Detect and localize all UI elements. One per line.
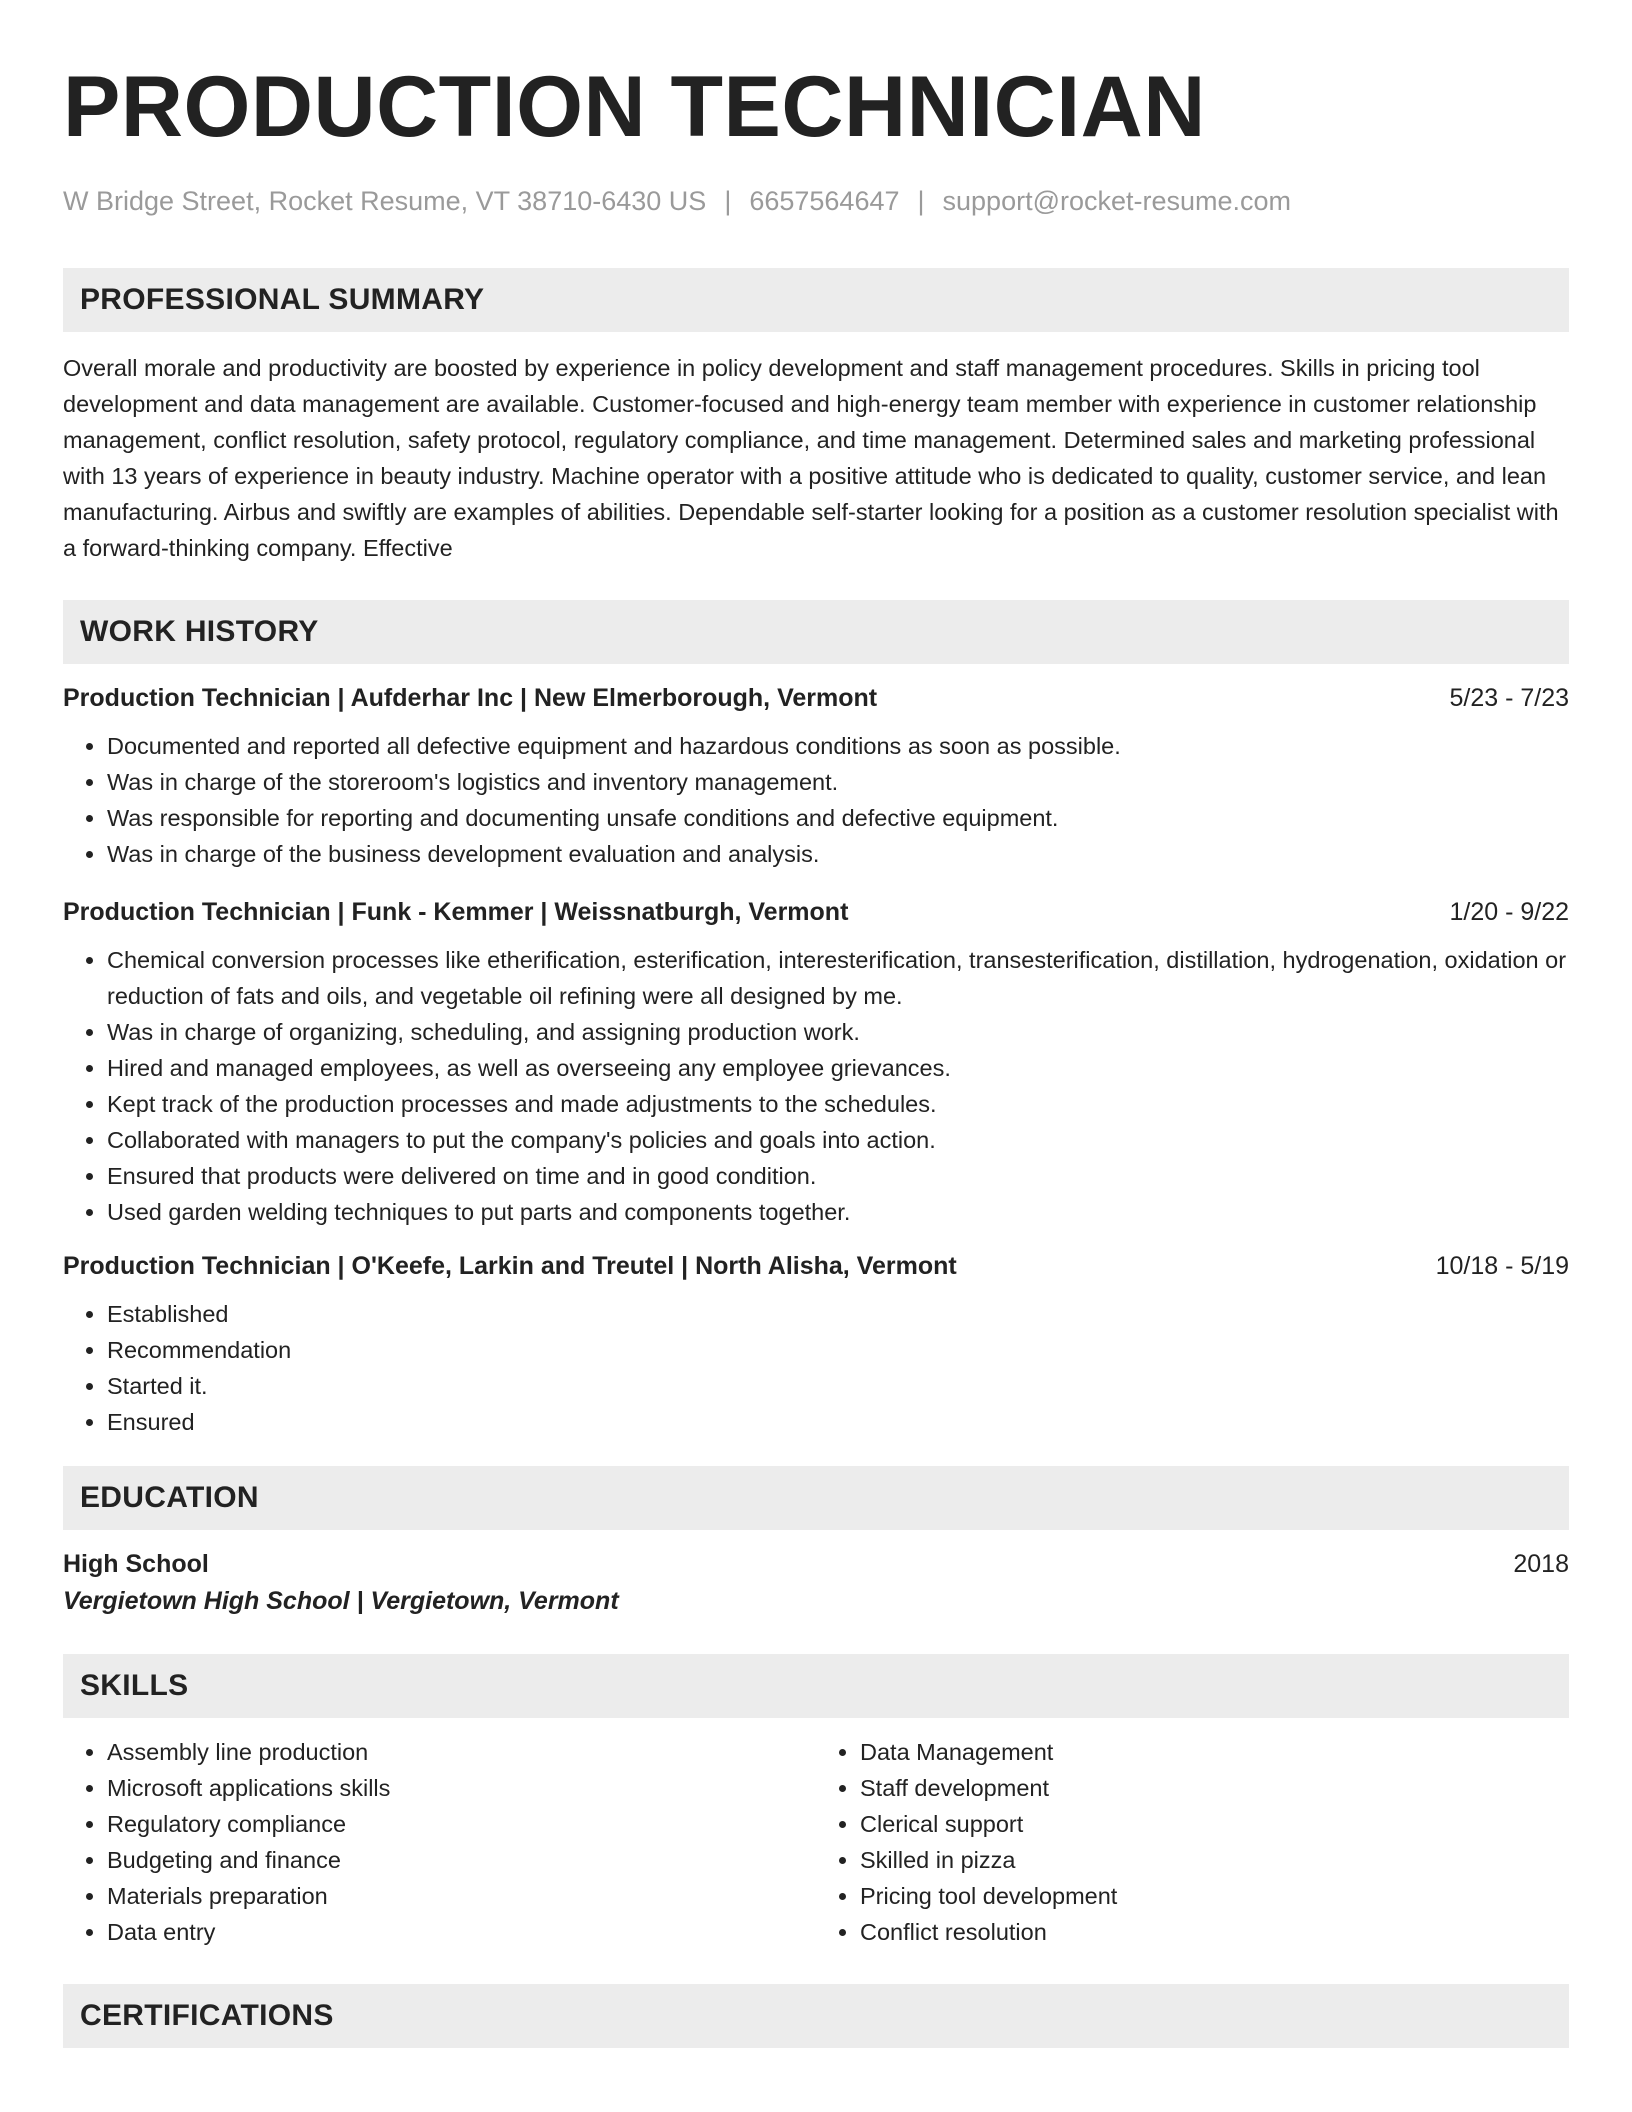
job-dates: 10/18 - 5/19	[1435, 1252, 1569, 1280]
job-entry	[63, 684, 1569, 872]
contact-line	[63, 186, 1569, 217]
job-entry	[63, 1252, 1569, 1440]
job-bullet: • Used garden welding techniques to put parts and components together.	[107, 1194, 1569, 1230]
skills-list-right	[816, 1734, 1569, 1950]
skill-item: • Microsoft applications skills	[107, 1770, 816, 1806]
job-bullet: • Collaborated with managers to put the company's policies and goals into action.	[107, 1122, 1569, 1158]
contact-address: W Bridge Street, Rocket Resume, VT 38710-6430 US	[63, 186, 707, 216]
job-bullet: • Was in charge of organizing, scheduling, and assigning production work.	[107, 1014, 1569, 1050]
certifications-heading: CERTIFICATIONS	[80, 1999, 334, 2032]
contact-email: support@rocket-resume.com	[942, 186, 1292, 216]
job-header	[63, 1252, 1569, 1281]
education-heading: EDUCATION	[80, 1481, 259, 1514]
job-bullets	[63, 728, 1569, 872]
skills-list-left	[63, 1734, 816, 1950]
job-dates: 1/20 - 9/22	[1449, 898, 1569, 926]
skills-columns	[63, 1734, 1569, 1950]
education-section-header	[63, 1466, 1569, 1530]
skill-item: • Skilled in pizza	[860, 1842, 1569, 1878]
job-bullet: • Ensured that products were delivered on time and in good condition.	[107, 1158, 1569, 1194]
job-title: Production Technician | Funk - Kemmer | Weissnatburgh, Vermont	[63, 898, 849, 926]
job-bullets	[63, 1296, 1569, 1440]
skill-item: • Data Management	[860, 1734, 1569, 1770]
job-title: Production Technician | O'Keefe, Larkin and Treutel | North Alisha, Vermont	[63, 1252, 957, 1280]
skill-item: • Data entry	[107, 1914, 816, 1950]
skill-item: • Materials preparation	[107, 1878, 816, 1914]
job-bullet: • Documented and reported all defective equipment and hazardous conditions as soon as possible.	[107, 728, 1569, 764]
job-bullet: • Was in charge of the storeroom's logistics and inventory management.	[107, 764, 1569, 800]
job-bullet: • Kept track of the production processes and made adjustments to the schedules.	[107, 1086, 1569, 1122]
job-entry	[63, 898, 1569, 1230]
job-bullet: • Recommendation	[107, 1332, 1569, 1368]
job-header	[63, 898, 1569, 927]
job-bullet: • Chemical conversion processes like etherification, esterification, interesterification, transesterification, distillation, hydrogenation, oxidation or reduction of fats and oils, and vegetable oil refining were all designed by me.	[107, 942, 1569, 1014]
job-bullet: • Was responsible for reporting and documenting unsafe conditions and defective equipment.	[107, 800, 1569, 836]
skill-item: • Clerical support	[860, 1806, 1569, 1842]
job-title: Production Technician | Aufderhar Inc | New Elmerborough, Vermont	[63, 684, 878, 712]
job-bullet: • Started it.	[107, 1368, 1569, 1404]
certifications-section-header	[63, 1984, 1569, 2048]
skill-item: • Assembly line production	[107, 1734, 816, 1770]
job-header	[63, 684, 1569, 713]
summary-text: Overall morale and productivity are boosted by experience in policy development and staff management procedures. Skills in pricing tool development and data management are available. Customer-focused and high-energy team member with experience in customer relationship management, conflict resolution, safety protocol, regulatory compliance, and time management. Determined sales and marketing professional with 13 years of experience in beauty industry. Machine operator with a positive attitude who is dedicated to quality, customer service, and lean manufacturing. Airbus and swiftly are examples of abilities. Dependable self-starter looking for a position as a customer resolution specialist with a forward-thinking company. Effective	[63, 355, 1559, 561]
education-year: 2018	[1513, 1550, 1569, 1578]
job-bullet: • Ensured	[107, 1404, 1569, 1440]
skill-item: • Pricing tool development	[860, 1878, 1569, 1914]
work-section-header	[63, 600, 1569, 664]
education-degree: High School	[63, 1550, 209, 1578]
skills-section-header	[63, 1654, 1569, 1718]
skill-item: • Staff development	[860, 1770, 1569, 1806]
education-school: Vergietown High School | Vergietown, Vermont	[63, 1587, 619, 1615]
job-bullet: • Hired and managed employees, as well as overseeing any employee grievances.	[107, 1050, 1569, 1086]
skills-heading: SKILLS	[80, 1669, 189, 1702]
skill-item: • Budgeting and finance	[107, 1842, 816, 1878]
work-heading: WORK HISTORY	[80, 615, 319, 648]
education-header	[63, 1550, 1569, 1579]
job-bullet: • Was in charge of the business development evaluation and analysis.	[107, 836, 1569, 872]
skill-item: • Conflict resolution	[860, 1914, 1569, 1950]
job-bullet: • Established	[107, 1296, 1569, 1332]
summary-heading: PROFESSIONAL SUMMARY	[80, 283, 485, 316]
contact-separator: |	[917, 186, 925, 216]
contact-phone: 6657564647	[749, 186, 900, 216]
summary-section-header	[63, 268, 1569, 332]
contact-separator: |	[724, 186, 732, 216]
resume-name: PRODUCTION TECHNICIAN	[63, 59, 1206, 155]
job-dates: 5/23 - 7/23	[1449, 684, 1569, 712]
job-bullets	[63, 942, 1569, 1230]
skill-item: • Regulatory compliance	[107, 1806, 816, 1842]
